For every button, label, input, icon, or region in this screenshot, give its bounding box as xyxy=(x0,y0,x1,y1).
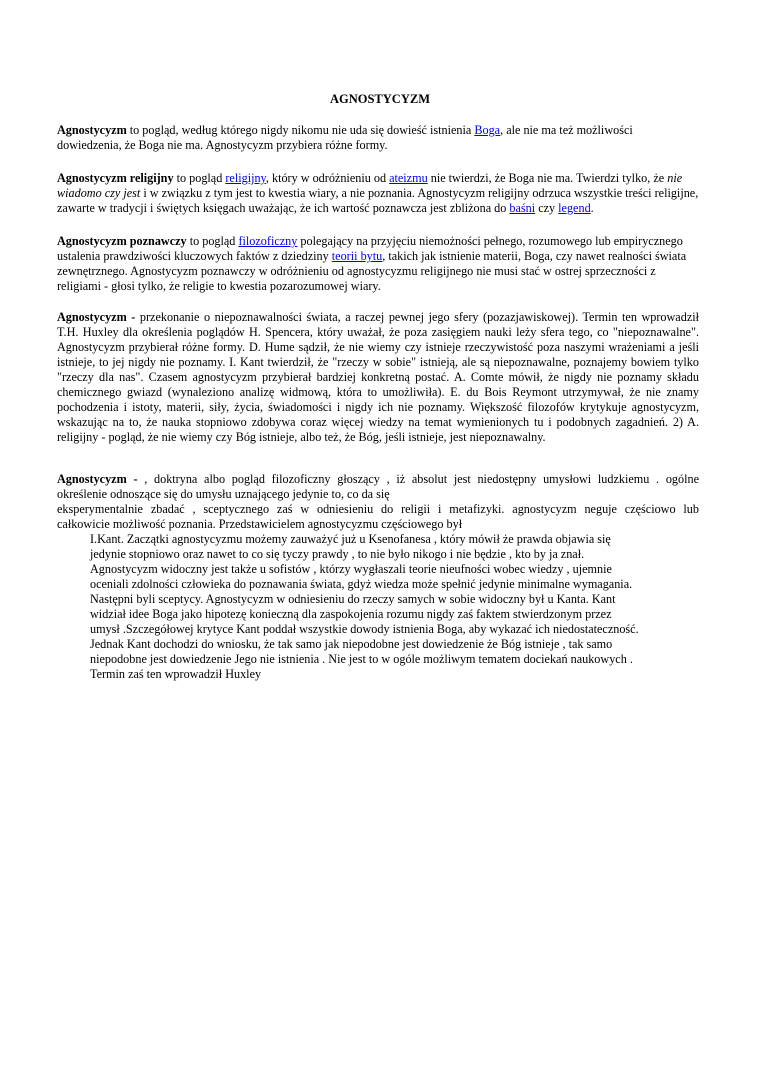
page-title: AGNOSTYCYZM xyxy=(329,92,430,106)
indented-block xyxy=(90,532,710,682)
term: Agnostycyzm poznawczy xyxy=(57,234,187,248)
term: Agnostycyzm - xyxy=(57,310,136,324)
term: Agnostycyzm - xyxy=(57,472,138,486)
paragraph-definition: Agnostycyzm - przekonanie o niepoznawalności świata, a raczej pewnej jego sfery (pozazjawiskowej). Termin ten wprowadził T.H. Huxley dla określenia poglądów H. Spencera, który uważał, że poza zasięgiem nauki leży sfera tego, co "niepoznawalne". Agnostycyzm przybierał różne formy. D. Hume sądził, że nie wiemy czy istnieje rzeczywistość poza naszymi wrażeniami a jeśli istnieje, to jej nigdy nie poznamy. I. Kant twierdził, że "rzeczy w sobie" istnieją, ale są niepoznawalne, poznajemy bowiem tylko "rzeczy dla nas". Czasem agnostycyzm przybierał bardziej konkretną postać. A. Comte mówił, że nigdy nie poznamy składu chemicznego gwiazd (wynaleziono analizę widmową, która to umożliwiła). E. du Bois Reymont utrzymywał, że nie znamy pochodzenia i istoty, materii, siły, życia, świadomości i nigdy ich nie poznamy. Większość filozofów krytykuje agnostycyzm, wskazując na to, że nauka stopniowo zdobywa coraz więcej wiedzy na temat wymienionych tu i podobnych zagadnień. 2) A. religijny - pogląd, że nie wiemy czy Bóg istnieje, albo też, że Bóg, jeśli istnieje, jest niepoznawalny. xyxy=(57,310,699,444)
emphasis: nie wiadomo czy jest xyxy=(57,171,683,200)
text-line: I.Kant. Zaczątki agnostycyzmu możemy zauważyć już u Ksenofanesa , który mówił że prawda objawia się xyxy=(90,532,611,546)
text-line: określenie odnoszące się do umysłu uznającego jedynie to, co da się xyxy=(57,487,390,501)
link-religijny[interactable]: religijny xyxy=(225,171,266,185)
text-line: jedynie stopniowo oraz nawet to co się tyczy prawdy , to nie było nikogo i nie będzie , kto by ja znał. xyxy=(90,547,585,561)
text-line: niepodobne jest dowiedzenie Jego nie istnienia . Nie jest to w ogóle możliwym tematem dociekań naukowych . xyxy=(90,652,633,666)
link-filozoficzny[interactable]: filozoficzny xyxy=(238,234,298,248)
link-basni[interactable]: baśni xyxy=(509,201,536,215)
term: Agnostycyzm xyxy=(57,123,127,137)
paragraph-doctrine xyxy=(57,472,699,532)
text-line: całkowicie możliwość poznania. Przedstawicielem agnostycyzmu częściowego był xyxy=(57,517,463,531)
text-line: umysł .Szczegółowej krytyce Kant poddał wszystkie dowody istnienia Boga, aby wykazać ich niedostateczność. xyxy=(90,622,639,636)
text-line: Agnostycyzm - , doktryna albo pogląd filozoficzny głoszący , iż absolut jest niedostępny umysłowi ludzkiemu . ogólne xyxy=(57,472,699,486)
text-line: Jednak Kant dochodzi do wniosku, że tak samo jak niepodobne jest dowiedzenie że Bóg istnieje , tak samo xyxy=(90,637,613,651)
link-ateizmu[interactable]: ateizmu xyxy=(389,171,428,185)
paragraph-religious: Agnostycyzm religijny to pogląd religijny, który w odróżnieniu od ateizmu nie twierdzi, że Boga nie ma. Twierdzi tylko, że nie wiadomo czy jest i w związku z tym jest to kwestia wiary, a nie poznania. Agnostycyzm religijny odrzuca wszystkie treści religijne, zawarte w tradycji i świętych księgach uważając, że ich wartość poznawcza jest zbliżona do baśni czy legend. xyxy=(57,171,699,215)
text-line: Agnostycyzm widoczny jest także u sofistów , którzy wygłaszali teorie nieufności wobec wiedzy , ujemnie xyxy=(90,562,612,576)
text-line: Termin zaś ten wprowadził Huxley xyxy=(90,667,262,681)
paragraph-intro: Agnostycyzm to pogląd, według którego nigdy nikomu nie uda się dowieść istnienia Boga, ale nie ma też możliwości dowiedzenia, że Boga nie ma. Agnostycyzm przybiera różne formy. xyxy=(57,123,633,152)
link-legend[interactable]: legend xyxy=(558,201,591,215)
text-line: eksperymentalnie zbadać , sceptycznego zaś w odniesieniu do religii i metafizyki. agnostycyzm neguje częściowo lub xyxy=(57,502,699,516)
paragraph-cognitive: Agnostycyzm poznawczy to pogląd filozoficzny polegający na przyjęciu niemożności pełnego, rozumowego lub empirycznego ustalenia prawdziwości kluczowych faktów z dziedziny teorii bytu, takich jak istnienie materii, Boga, czy nawet realności świata zewnętrznego. Agnostycyzm poznawczy w odróżnieniu od agnostycyzmu religijnego nie musi stać w ostrej sprzeczności z religiami - głosi tylko, że religie to kwestia pozarozumowej wiary. xyxy=(57,234,687,293)
term: Agnostycyzm religijny xyxy=(57,171,174,185)
link-boga[interactable]: Boga xyxy=(474,123,501,137)
link-teorii-bytu[interactable]: teorii bytu xyxy=(331,249,383,263)
text-line: oceniali zdolności człowieka do poznawania świata, gdyż wiedza może spełnić jedynie minimalne wymagania. xyxy=(90,577,633,591)
text-line: Następni byli sceptycy. Agnostycyzm w odniesieniu do rzeczy samych w sobie widoczny był u Kanta. Kant xyxy=(90,592,616,606)
text-line: widział idee Boga jako hipotezę konieczną dla zaspokojenia rozumu nigdy zaś faktem stwierdzonym przez xyxy=(90,607,612,621)
